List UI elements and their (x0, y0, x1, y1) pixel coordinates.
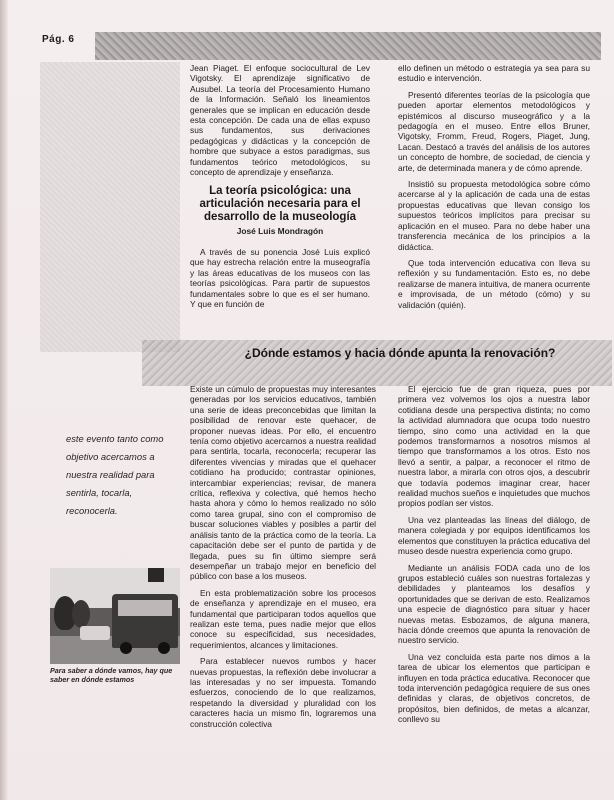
page-fold-shadow (0, 0, 8, 800)
photo-street-sign (148, 568, 164, 582)
paragraph: Una vez concluida esta parte nos dimos a la tarea de ubicar los elementos que participan e influyen en toda práctica educativa. Reconocer que toda intervención pedagógica requiere de sus ones definidas y claras, de objetivos concretos, de propósitos, bien definidos, de metas a alcanzar, conllevo su (398, 651, 590, 725)
paragraph: Insistió su propuesta metodológica sobre cómo acercarse al y la aplicación de cada una de estas propuestas educativas que llevan consigo los supuestos teóricos implícitos para precisar su aplicación en el museo. Para no debe haber una transferencia mecánica de los principios a la didáctica. (398, 179, 590, 252)
photo-caption: Para saber a dónde vamos, hay que saber en dónde estamos (50, 666, 173, 684)
main-heading: ¿Dónde estamos y hacia dónde apunta la renovación? (244, 346, 556, 360)
photo-car (80, 626, 110, 640)
paragraph: Mediante un análisis FODA cada uno de los grupos estableció cuáles son nuestras fortalezas y debilidades y planteamos los desafíos y oportunidades que se derivan de esto. Realizamos una especie de diagnóstico para situar y hacer nuevas metas. Esbozamos, de alguna manera, hacia dónde creemos que apunta la renovación de nuestro servicio. (398, 562, 590, 646)
paragraph: Una vez planteadas las líneas del diálogo, de manera colegiada y por equipos identificamos los elementos que constituyen la práctica educativa del museo desde nuestra experiencia como grupo. (398, 514, 590, 557)
photo-bus-wheel (158, 642, 170, 654)
top-right-column (398, 63, 590, 316)
paragraph: Que toda intervención educativa con lleva su reflexión y su fundamentación. Esto es, no debe realizarse de manera intuitiva, de manera ocurrente e improvisada, de un método (cómo) y su validación (quién). (398, 257, 590, 310)
page-number: Pág. 6 (42, 34, 75, 45)
paragraph: En esta problematización sobre los procesos de enseñanza y aprendizaje en el museo, era fundamental que participaran todos aquellos que realizan este tema, pues nadie mejor que ellos conoce su especificidad, sus necesidades, requerimientos, alcances y limitaciones. (190, 587, 376, 650)
pull-quote: este evento tanto como objetivo acercamos a nuestra realidad para sentirla, tocarla, reconocerla. (66, 433, 164, 516)
photo-bus-window (118, 600, 172, 616)
left-margin-shade (40, 62, 180, 352)
bottom-right-column (398, 384, 590, 731)
header-halftone-band (95, 32, 601, 60)
paragraph: Para establecer nuevos rumbos y hacer nuevas propuestas, la reflexión debe involucrar a las interesadas y no ser impuesta. Tomando esfuerzos, conociendo de lo que realizamos, respetando la diversidad y pluralidad con los caracteres hacia un mismo fin, lograremos una construcción colectiva (190, 656, 376, 729)
paragraph: ello definen un método o estrategia ya sea para su estudio e intervención. (398, 63, 590, 84)
paragraph: El ejercicio fue de gran riqueza, pues por primera vez volvemos los ojos a nuestra labor cotidiana desde una perspectiva distinta; no como la actividad alumnadora que ocupa todo nuestro tiempo, sino como una actividad en la que podemos transformarnos a nosotros mismos al tiempo que transformamos a los otros. Esto nos llevó a sentir, a palpar, a reconocer el ritmo de nuestra labor, a mirarla con otros ojos, a descubrir que todavía podemos imaginar crear, hacer realidad muchos sueños e inquietudes que muchos propios podían ser vistos. (398, 384, 590, 509)
paragraph: Existe un cúmulo de propuestas muy interesantes generadas por los servicios educativos, también una serie de ideas preconcebidas que limitan la posibilidad de renovar este quehacer, de proponer nuevas ideas. Por ello, el encuentro tenía como objetivo acercarnos a nuestra realidad para sentirla, tocarla, reconocerla; recuperar las diferentes vivencias y miradas que el quehacer cotidiano ha producido; contrastar opiniones, intercambiar experiencias; revisar, de manera crítica, reflexiva y colectiva, qué hemos hecho hasta ahora y cómo lo hemos realizado no sólo como tarea grupal, sino con el compromiso de buscar soluciones viables y posibles a partir del análisis tanto de la práctica como de la teoría. La capacitación debe ser el punto de partida y de llegada, pues su fin último siempre será desempeñar un trabajo mejor en beneficio del público con base a los museos. (190, 384, 376, 582)
photo-bus-wheel (120, 642, 132, 654)
section-heading: La teoría psicológica: una articulación necesaria para el desarrollo de la museología (199, 185, 361, 224)
bottom-left-column (190, 384, 376, 735)
byline: José Luis Mondragón (236, 226, 324, 237)
paragraph: A través de su ponencia José Luis explicó que hay estrecha relación entre la museografía y las áreas educativas de los museos con las teorías psicológicas. Para partir de supuestos fundamentales sobre lo que es el ser humano. Y que en función de (190, 246, 370, 309)
bus-street-photo (50, 568, 180, 664)
top-left-column (190, 63, 370, 315)
paragraph: Presentó diferentes teorías de la psicología que pueden aportar elementos metodológicos y epistémicos al discurso museográfico y a la pedagogía en el museo. Entre ellos Bruner, Vigotsky, Fromm, Freud, Rogers, Piaget, Jung, Lacan. Destacó a través del análisis de los autores un concepto de hombre, de sociedad, de ciencia y arte, de determinada manera y de cómo aprende. (398, 89, 590, 173)
photo-tree (72, 600, 90, 628)
paragraph: Jean Piaget. El enfoque sociocultural de Lev Vigotsky. El aprendizaje significativo de Ausubel. La teoría del Procesamiento Humano de la Información. Señaló los lineamientos generales que se implican en educación desde esta concepción. De cada una de ellas expuso sus fundamentos, sus derivaciones pedagógicas y didácticas y la concepción de hombre que subyace a estos paradigmas, sus fundamentos teórico metodológicos, su concepto de aprendizaje y enseñanza. (190, 63, 370, 178)
